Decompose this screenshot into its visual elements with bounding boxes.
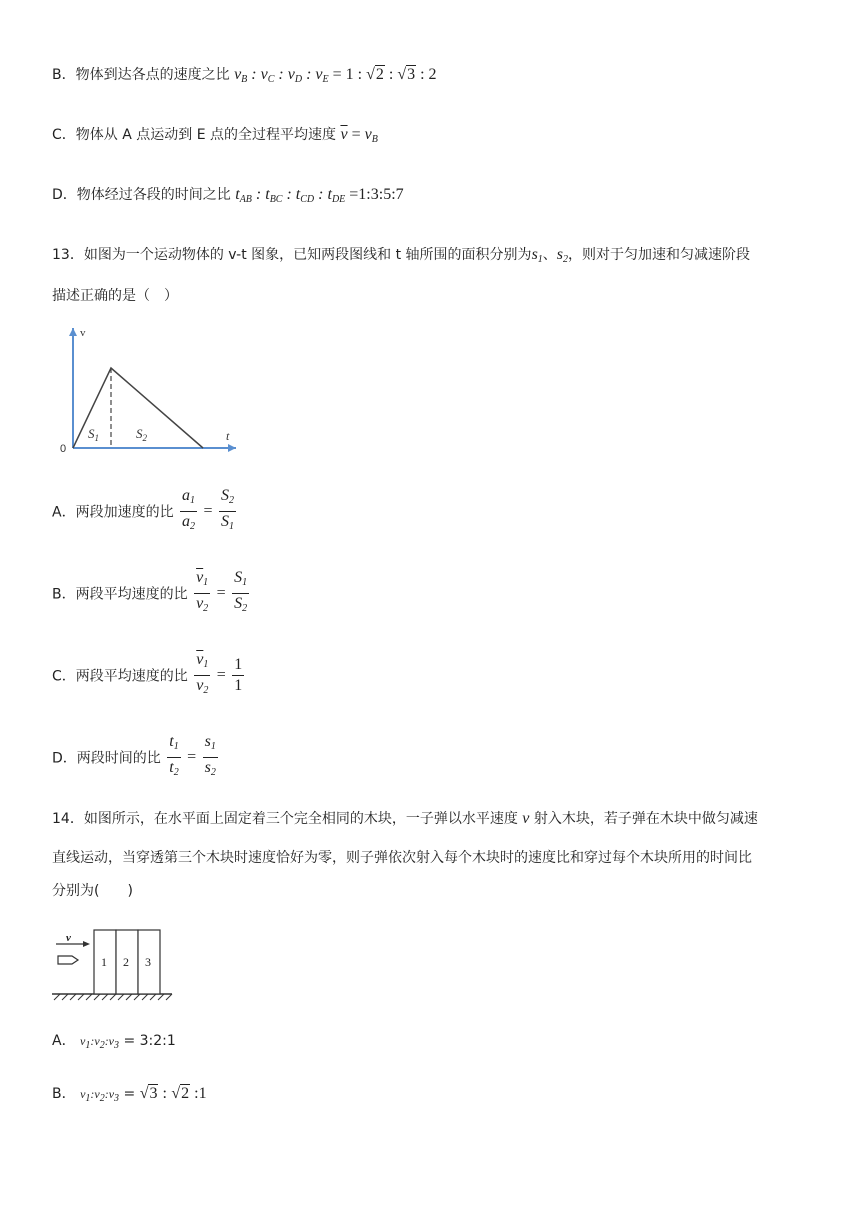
q13-option-c: C．两段平均速度的比 $\frac{\overline{v}_1}{v_2}$ = $\frac{1}{1}$ (52, 651, 243, 696)
s2-label: $S_2$ (136, 426, 147, 443)
option-d-time-ratio: D．物体经过各段的时间之比 $t_{AB}$ : $t_{BC}$ : $t_{CD}$ : $t_{DE}$ =1:3:5:7 (52, 186, 404, 205)
svg-text:1: 1 (101, 955, 107, 969)
velocity-ratio-formula: $v_B$ : $v_C$ : $v_D$ : $v_E = 1$ : √2 : √3 : 2 (234, 66, 437, 85)
t-axis-label: t (226, 429, 230, 443)
vt-graph (56, 322, 246, 462)
bullet-icon (58, 956, 78, 964)
q13-option-a: A．两段加速度的比 $\frac{a_1}{a_2}$ = $\frac{S_2}{S_1}$ (52, 487, 234, 532)
velocity-arrow-label: v (66, 932, 71, 944)
q14-stem-line3: 分别为( ) (52, 883, 133, 899)
q13-option-d: D．两段时间的比 $\frac{t_1}{t_2}$ = $\frac{s_1}{s_2}$ (52, 733, 216, 778)
origin-label: 0 (60, 443, 67, 455)
q14-stem-line2: 直线运动，当穿透第三个木块时速度恰好为零，则子弹依次射入每个木块时的速度比和穿过每个木块所用的时间比 (52, 850, 752, 866)
q14-option-a: A． $v_1:v_2:v_3$ = 3:2:1 (52, 1033, 176, 1051)
wood-blocks-diagram (52, 926, 176, 1002)
q13-stem-line2: 描述正确的是（ ） (52, 288, 178, 304)
option-c-average-velocity: C．物体从 A 点运动到 E 点的全过程平均速度 $\overline{v} = v_B$ (52, 126, 378, 145)
q13-option-b: B．两段平均速度的比 $\frac{\overline{v}_1}{v_2}$ = $\frac{S_1}{S_2}$ (52, 569, 248, 614)
q13-stem-line1: 13．如图为一个运动物体的 v-t 图象，已知两段图线和 t 轴所围的面积分别为$s_1$、$s_2$，则对于匀加速和匀减速阶段 (52, 246, 751, 265)
q14-option-b: B． $v_1:v_2:v_3 = √3$ : √2 :1 (52, 1085, 207, 1104)
svg-text:2: 2 (123, 955, 129, 969)
svg-text:3: 3 (145, 955, 151, 969)
average-velocity-formula: $\overline{v} = v_B$ (340, 126, 378, 145)
time-ratio-formula: $t_{AB}$ : $t_{BC}$ : $t_{CD}$ : $t_{DE}$ =1:3:5:7 (235, 186, 404, 205)
q14-stem-line1: 14．如图所示，在水平面上固定着三个完全相同的木块，一子弹以水平速度 v 射入木块，若子弹在木块中做匀减速 (52, 810, 758, 827)
v-axis-label: v (80, 327, 86, 339)
s1-label: $S_1$ (88, 426, 99, 443)
option-b-velocity-ratio: B．物体到达各点的速度之比 $v_B$ : $v_C$ : $v_D$ : $v_E = 1$ : √2 : √3 : 2 (52, 66, 437, 85)
